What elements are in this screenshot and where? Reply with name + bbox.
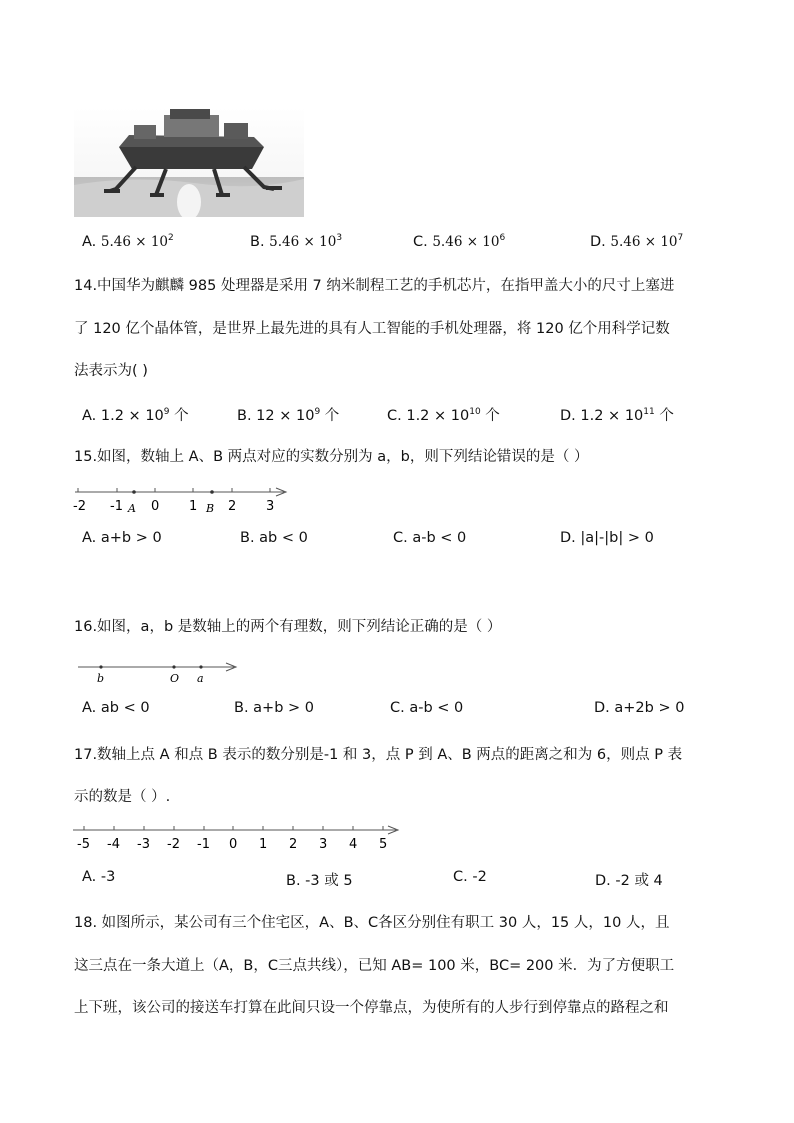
q13-option-c[interactable]: C. $5.46 \times 10^6$ <box>413 233 506 250</box>
q14-text-line-1: 14.中国华为麒麟 985 处理器是采用 7 纳米制程工艺的手机芯片，在指甲盖大小的尺寸上塞进 <box>74 278 675 294</box>
q16-point-b-label: b <box>97 672 105 685</box>
q13-options <box>0 234 794 256</box>
q16-point-o-dot <box>172 665 175 668</box>
q15-tick-label: 0 <box>151 499 160 514</box>
q15-tick-label: -1 <box>110 499 123 514</box>
q14-option-c[interactable]: C. $1.2 \times 10^{10}$ 个 <box>387 407 500 424</box>
q17-tick-label: -5 <box>77 837 90 852</box>
q16-point-o-label: O <box>170 672 180 685</box>
q18-text-line-3: 上下班，该公司的接送车打算在此间只设一个停靠点，为使所有的人步行到停靠点的路程之和 <box>74 1000 669 1016</box>
q17-option-c[interactable]: C. -2 <box>453 869 487 885</box>
q13-option-d[interactable]: D. $5.46 \times 10^7$ <box>590 233 684 250</box>
q17-tick-label: -4 <box>107 837 120 852</box>
q16-number-line <box>74 657 244 687</box>
q17-tick-label: 1 <box>259 837 268 852</box>
q16-text-line: 16.如图，a，b 是数轴上的两个有理数，则下列结论正确的是（ ） <box>74 619 502 635</box>
q18-text-line-1: 18. 如图所示，某公司有三个住宅区，A、B、C各区分别住有职工 30 人，15 人，10 人，且 <box>74 915 670 931</box>
q17-number-line <box>70 822 410 854</box>
q15-tick-label: -2 <box>73 499 86 514</box>
q14-text-line-2: 了 120 亿个晶体管，是世界上最先进的具有人工智能的手机处理器，将 120 亿个用科学记数 <box>74 321 670 337</box>
q14-options <box>0 404 794 426</box>
q15-option-a[interactable]: A. a+b > 0 <box>82 530 162 546</box>
q16-option-b[interactable]: B. a+b > 0 <box>234 700 314 716</box>
q16-options <box>0 700 794 722</box>
q15-option-d[interactable]: D. |a|-|b| > 0 <box>560 530 654 546</box>
q16-point-a-label: a <box>197 672 204 685</box>
q15-point-a-dot <box>132 490 136 494</box>
q15-text-line: 15.如图，数轴上 A、B 两点对应的实数分别为 a，b，则下列结论错误的是（ ） <box>74 449 589 465</box>
q17-text-line-2: 示的数是（ ）. <box>74 789 171 805</box>
q15-tick-label: 2 <box>228 499 237 514</box>
q17-option-a[interactable]: A. -3 <box>82 869 116 885</box>
q15-point-a-label: A <box>128 502 136 515</box>
q17-tick-label: 4 <box>349 837 358 852</box>
q13-option-b[interactable]: B. $5.46 \times 10^3$ <box>250 233 343 250</box>
q17-text-line-1: 17.数轴上点 A 和点 B 表示的数分别是-1 和 3，点 P 到 A、B 两点的距离之和为 6，则点 P 表 <box>74 747 683 763</box>
q16-option-c[interactable]: C. a-b < 0 <box>390 700 464 716</box>
q15-option-b[interactable]: B. ab < 0 <box>240 530 308 546</box>
q15-point-b-dot <box>210 490 214 494</box>
q14-text-line-3: 法表示为( ) <box>74 363 148 379</box>
q17-tick-label: -3 <box>137 837 150 852</box>
q17-tick-label: -2 <box>167 837 180 852</box>
q17-option-b[interactable]: B. -3 或 5 <box>286 873 353 889</box>
q16-option-a[interactable]: A. ab < 0 <box>82 700 150 716</box>
q16-point-a-dot <box>199 665 202 668</box>
q15-option-c[interactable]: C. a-b < 0 <box>393 530 467 546</box>
q15-number-line <box>70 482 300 518</box>
q17-tick-label: 2 <box>289 837 298 852</box>
q15-options <box>0 530 794 552</box>
q17-options <box>0 869 794 891</box>
q17-tick-label: 3 <box>319 837 328 852</box>
q14-option-b[interactable]: B. $12 \times 10^9$ 个 <box>237 407 340 424</box>
q15-point-b-label: B <box>206 502 215 515</box>
q18-text-line-2: 这三点在一条大道上（A，B，C三点共线），已知 AB= 100 米，BC= 200 米．为了方便职工 <box>74 958 675 974</box>
lander-photo <box>74 107 304 217</box>
q14-option-d[interactable]: D. $1.2 \times 10^{11}$ 个 <box>560 407 674 424</box>
q13-option-a[interactable]: A. $5.46 \times 10^2$ <box>82 233 174 250</box>
q17-tick-label: 5 <box>379 837 388 852</box>
q17-tick-label: 0 <box>229 837 238 852</box>
q14-option-a[interactable]: A. $1.2 \times 10^9$ 个 <box>82 407 189 424</box>
q16-option-d[interactable]: D. a+2b > 0 <box>594 700 685 716</box>
q16-point-b-dot <box>99 665 102 668</box>
q15-tick-label: 3 <box>266 499 275 514</box>
q17-option-d[interactable]: D. -2 或 4 <box>595 873 663 889</box>
q15-tick-label: 1 <box>189 499 198 514</box>
q17-tick-label: -1 <box>197 837 210 852</box>
